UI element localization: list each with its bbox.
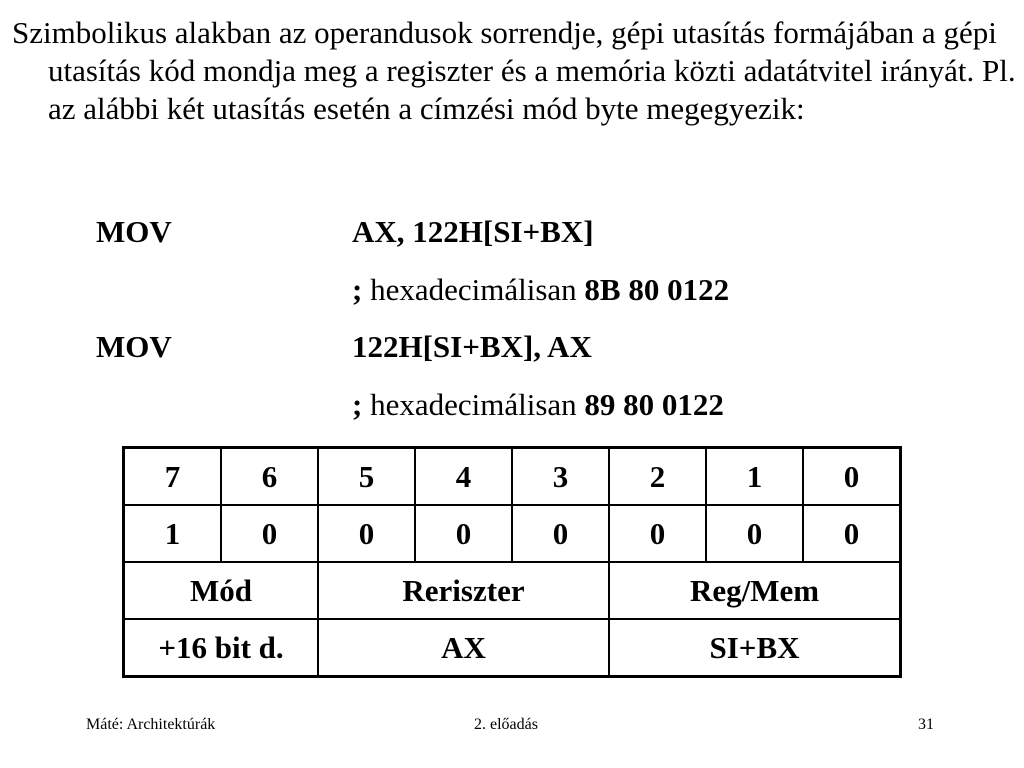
bit-value-cell: 0	[318, 505, 415, 562]
comment-separator: ;	[352, 272, 363, 307]
bit-value-cell: 0	[415, 505, 512, 562]
bit-value-cell: 0	[512, 505, 609, 562]
bit-position-cell: 5	[318, 448, 415, 506]
instruction-1-opcode: MOV	[96, 214, 172, 249]
instruction-2-operands: 122H[SI+BX], AX	[352, 329, 592, 364]
bit-value-cell: 1	[124, 505, 222, 562]
instruction-2-hex: 89 80 0122	[584, 387, 724, 422]
field-value-register: AX	[318, 619, 609, 677]
instruction-1-operands: AX, 122H[SI+BX]	[352, 214, 594, 249]
bit-position-row	[124, 448, 901, 506]
bit-position-cell: 7	[124, 448, 222, 506]
bit-value-row	[124, 505, 901, 562]
footer-lecture: 2. előadás	[474, 716, 538, 733]
comment-text: hexadecimálisan	[370, 272, 577, 307]
bit-position-cell: 0	[803, 448, 901, 506]
bit-position-cell: 2	[609, 448, 706, 506]
field-value-reg-mem: SI+BX	[609, 619, 901, 677]
comment-text: hexadecimálisan	[370, 387, 577, 422]
instruction-2-comment	[352, 386, 724, 424]
bit-value-cell: 0	[706, 505, 803, 562]
intro-paragraph: Szimbolikus alakban az operandusok sorrendje, gépi utasítás formájában a gépi utasítás kód mondja meg a regiszter és a memória közti adatátvitel irányát. Pl. az alábbi két utasítás esetén a címzési mód byte megegyezik:	[12, 15, 1016, 126]
field-value-row	[124, 619, 901, 677]
instruction-1-hex: 8B 80 0122	[584, 272, 730, 307]
field-name-row	[124, 562, 901, 619]
bit-position-cell: 4	[415, 448, 512, 506]
footer-author: Máté: Architektúrák	[86, 716, 216, 733]
bit-value-cell: 0	[803, 505, 901, 562]
field-name-reg-mem: Reg/Mem	[609, 562, 901, 619]
comment-separator: ;	[352, 387, 363, 422]
addressing-mode-byte-table	[122, 446, 902, 678]
instruction-1-comment	[352, 271, 729, 309]
field-name-mode: Mód	[124, 562, 319, 619]
bit-position-cell: 3	[512, 448, 609, 506]
bit-position-cell: 6	[221, 448, 318, 506]
instruction-2-opcode: MOV	[96, 329, 172, 364]
field-name-register: Reriszter	[318, 562, 609, 619]
bit-value-cell: 0	[221, 505, 318, 562]
field-value-mode: +16 bit d.	[124, 619, 319, 677]
footer-page-number: 31	[918, 716, 934, 733]
bit-value-cell: 0	[609, 505, 706, 562]
bit-position-cell: 1	[706, 448, 803, 506]
